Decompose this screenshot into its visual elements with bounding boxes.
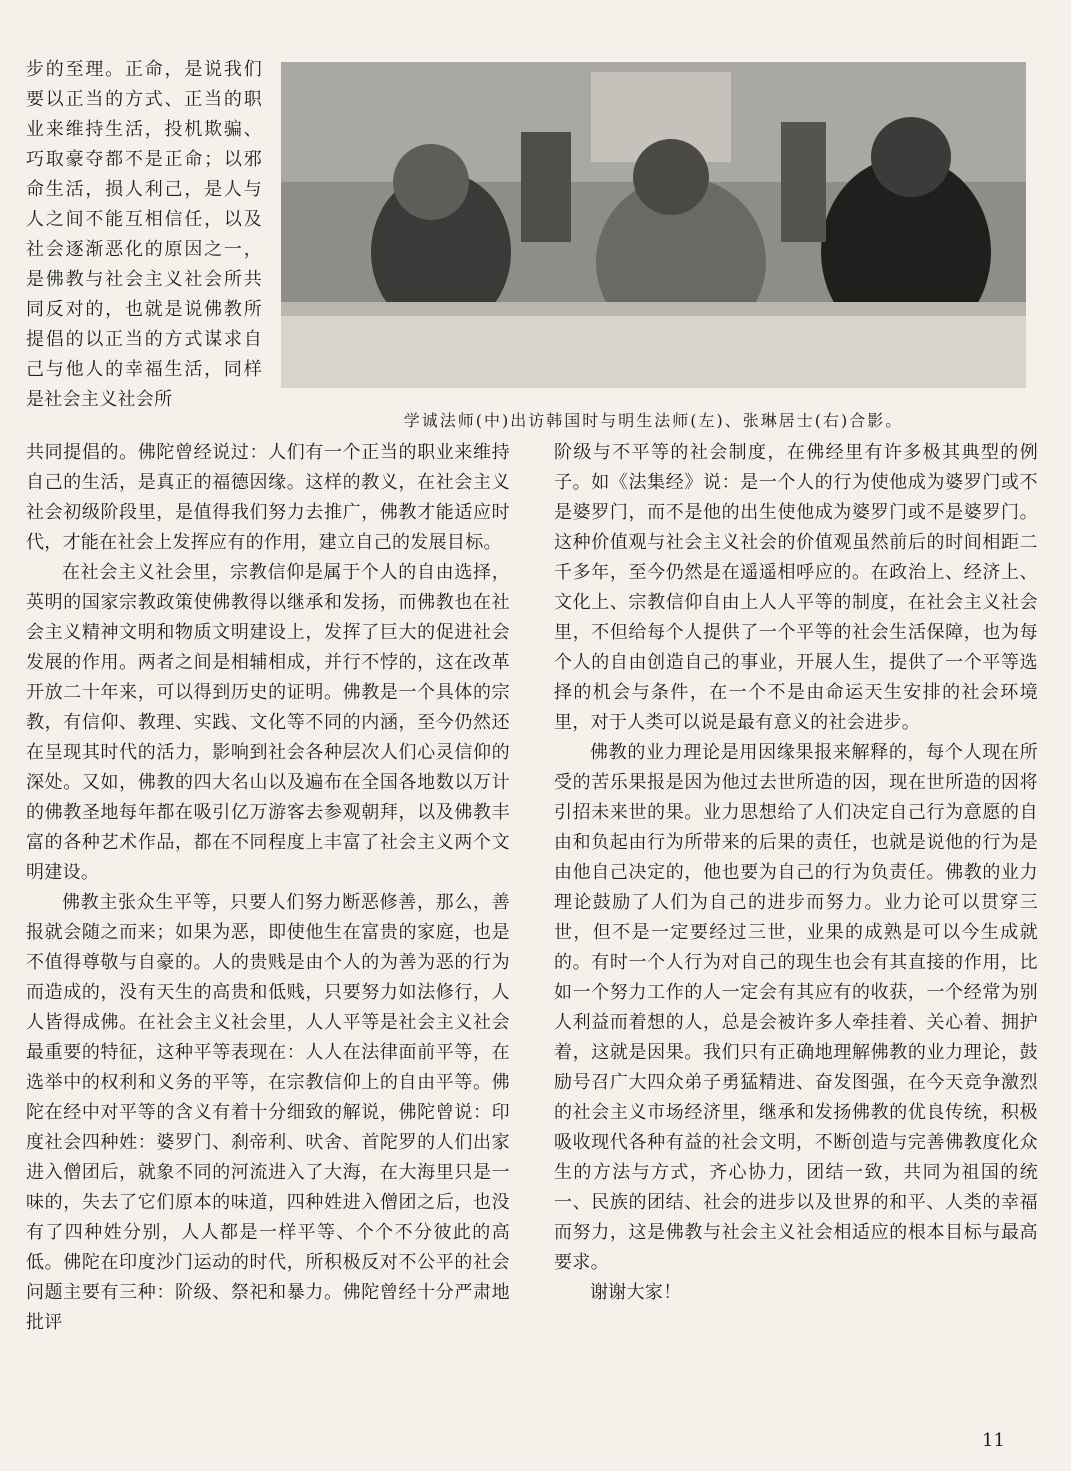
photo-caption: 学诚法师(中)出访韩国时与明生法师(左)、张琳居士(右)合影。 (403, 411, 904, 430)
closing-line: 谢谢大家！ (590, 1282, 682, 1303)
photo-image (281, 62, 1026, 388)
right-column (554, 438, 1038, 1308)
paragraph: 共同提倡的。佛陀曾经说过：人们有一个正当的职业来维持自己的生活，是真正的福德因缘。这样的教义，在社会主义社会初级阶段里，是值得我们努力去推广，佛教才能适应时代，才能在社会上发挥应有的作用，建立自己的发展目标。 (26, 442, 510, 553)
left-column (26, 438, 510, 1338)
paragraph: 阶级与不平等的社会制度，在佛经里有许多极其典型的例子。如《法集经》说：是一个人的行为使他成为婆罗门或不是婆罗门，而不是他的出生使他成为婆罗门或不是婆罗门。这种价值观与社会主义社会的价值观虽然前后的时间相距二千多年，至今仍然是在遥遥相呼应的。在政治上、经济上、文化上、宗教信仰自由上人人平等的制度，在社会主义社会里，不但给每个人提供了一个平等的社会生活保障，也为每个人的自由创造自己的事业，开展人生，提供了一个平等选择的机会与条件，在一个不是由命运天生安排的社会环境里，对于人类可以说是最有意义的社会进步。 (554, 442, 1038, 733)
intro-column (26, 55, 262, 415)
paragraph: 在社会主义社会里，宗教信仰是属于个人的自由选择，英明的国家宗教政策使佛教得以继承和发扬，而佛教也在社会主义精神文明和物质文明建设上，发挥了巨大的促进社会发展的作用。两者之间是相辅相成，并行不悖的，这在改革开放二十年来，可以得到历史的证明。佛教是一个具体的宗教，有信仰、教理、实践、文化等不同的内涵，至今仍然还在呈现其时代的活力，影响到社会各种层次人们心灵信仰的深处。又如，佛教的四大名山以及遍布在全国各地数以万计的佛教圣地每年都在吸引亿万游客去参观朝拜，以及佛教丰富的各种艺术作品，都在不同程度上丰富了社会主义两个文明建设。 (26, 562, 510, 883)
paragraph: 佛教的业力理论是用因缘果报来解释的，每个人现在所受的苦乐果报是因为他过去世所造的因，现在世所造的因将引招未来世的果。业力思想给了人们决定自己行为意愿的自由和负起由行为所带来的后果的责任，也就是说他的行为是由他自己决定的，他也要为自己的行为负责任。佛教的业力理论鼓励了人们为自己的进步而努力。业力论可以贯穿三世，但不是一定要经过三世，业果的成熟是可以今生成就的。有时一个人行为对自己的现生也会有其直接的作用，比如一个努力工作的人一定会有其应有的收获，一个经常为别人利益而着想的人，总是会被许多人牵挂着、关心着、拥护着，这就是因果。我们只有正确地理解佛教的业力理论，鼓励号召广大四众弟子勇猛精进、奋发图强，在今天竞争激烈的社会主义市场经济里，继承和发扬佛教的优良传统，积极吸收现代各种有益的社会文明，不断创造与完善佛教度化众生的方法与方式，齐心协力，团结一致，共同为祖国的统一、民族的团结、社会的进步以及世界的和平、人类的幸福而努力，这是佛教与社会主义社会相适应的根本目标与最高要求。 (554, 742, 1038, 1273)
intro-paragraph: 步的至理。正命，是说我们要以正当的方式、正当的职业来维持生活，投机欺骗、巧取豪夺都不是正命；以邪命生活，损人利己，是人与人之间不能互相信任，以及社会逐渐恶化的原因之一，是佛教与社会主义社会所共同反对的，也就是说佛教所提倡的以正当的方式谋求自己与他人的幸福生活，同样是社会主义社会所 (26, 59, 262, 410)
paragraph: 佛教主张众生平等，只要人们努力断恶修善，那么，善报就会随之而来；如果为恶，即使他生在富贵的家庭，也是不值得尊敬与自豪的。人的贵贱是由个人的为善为恶的行为而造成的，没有天生的高贵和低贱，只要努力如法修行，人人皆得成佛。在社会主义社会里，人人平等是社会主义社会最重要的特征，这种平等表现在：人人在法律面前平等，在选举中的权利和义务的平等，在宗教信仰上的自由平等。佛陀在经中对平等的含义有着十分细致的解说，佛陀曾说：印度社会四种姓：婆罗门、刹帝利、吠舍、首陀罗的人们出家进入僧团后，就象不同的河流进入了大海，在大海里只是一味的，失去了它们原本的味道，四种姓进入僧团之后，也没有了四种姓分别，人人都是一样平等、个个不分彼此的高低。佛陀在印度沙门运动的时代，所积极反对不公平的社会问题主要有三种：阶级、祭祀和暴力。佛陀曾经十分严肃地批评 (26, 892, 510, 1333)
page-number: 11 (982, 1430, 1005, 1451)
photo (281, 62, 1026, 388)
